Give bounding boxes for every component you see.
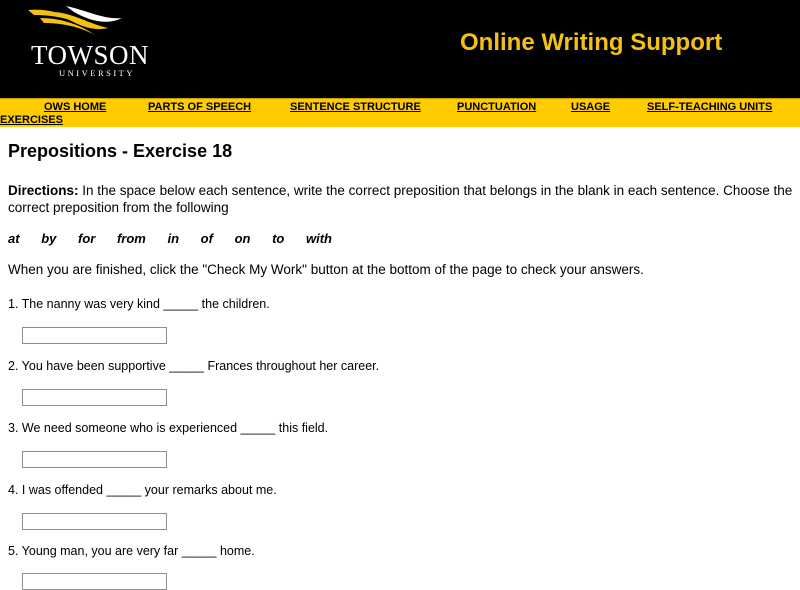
answer-input-4[interactable] xyxy=(22,513,167,530)
nav-punctuation[interactable]: PUNCTUATION xyxy=(457,101,537,113)
logo-subtitle: UNIVERSITY xyxy=(59,68,135,78)
preposition-option: for xyxy=(77,231,96,246)
nav-ows-home[interactable]: OWS HOME xyxy=(44,101,107,113)
question-1-text: 1. The nanny was very kind _____ the children. xyxy=(8,297,270,311)
question-2-text: 2. You have been supportive _____ Frances throughout her career. xyxy=(8,359,380,373)
nav-usage[interactable]: USAGE xyxy=(571,101,611,113)
page-title: Prepositions - Exercise 18 xyxy=(8,141,233,161)
answer-input-1[interactable] xyxy=(22,327,167,344)
logo-wordmark: TOWSON xyxy=(31,40,150,70)
preposition-option: with xyxy=(305,231,332,246)
answer-input-2[interactable] xyxy=(22,389,167,406)
preposition-option: on xyxy=(234,231,251,246)
question-5-text: 5. Young man, you are very far _____ home. xyxy=(8,544,255,558)
site-header xyxy=(0,0,800,98)
directions-label: Directions: xyxy=(8,183,79,198)
answer-input-3[interactable] xyxy=(22,451,167,468)
directions xyxy=(8,182,800,216)
preposition-option: from xyxy=(116,231,146,246)
main-nav xyxy=(0,98,800,127)
answer-input-5[interactable] xyxy=(22,573,167,590)
question-3-text: 3. We need someone who is experienced _____ this field. xyxy=(8,421,329,435)
nav-self-teaching-units[interactable]: SELF-TEACHING UNITS xyxy=(647,101,773,113)
preposition-option: of xyxy=(200,231,213,246)
preposition-option: by xyxy=(41,231,57,246)
question-4-text: 4. I was offended _____ your remarks about me. xyxy=(8,483,277,497)
towson-logo[interactable] xyxy=(24,6,150,80)
preposition-list xyxy=(8,231,350,246)
site-title: Online Writing Support xyxy=(460,29,723,56)
nav-parts-of-speech[interactable]: PARTS OF SPEECH xyxy=(148,101,252,113)
preposition-option: in xyxy=(167,231,180,246)
finish-instructions: When you are finished, click the "Check My Work" button at the bottom of the page to check your answers. xyxy=(8,262,644,277)
nav-exercises[interactable]: EXERCISES xyxy=(0,114,63,126)
preposition-option: to xyxy=(272,231,285,246)
nav-sentence-structure[interactable]: SENTENCE STRUCTURE xyxy=(290,101,421,113)
preposition-option: at xyxy=(8,231,20,246)
tiger-swoosh-icon xyxy=(26,6,126,42)
directions-text: In the space below each sentence, write the correct preposition that belongs in the blank in each sentence. Choose the correct preposition from the following xyxy=(8,183,793,215)
